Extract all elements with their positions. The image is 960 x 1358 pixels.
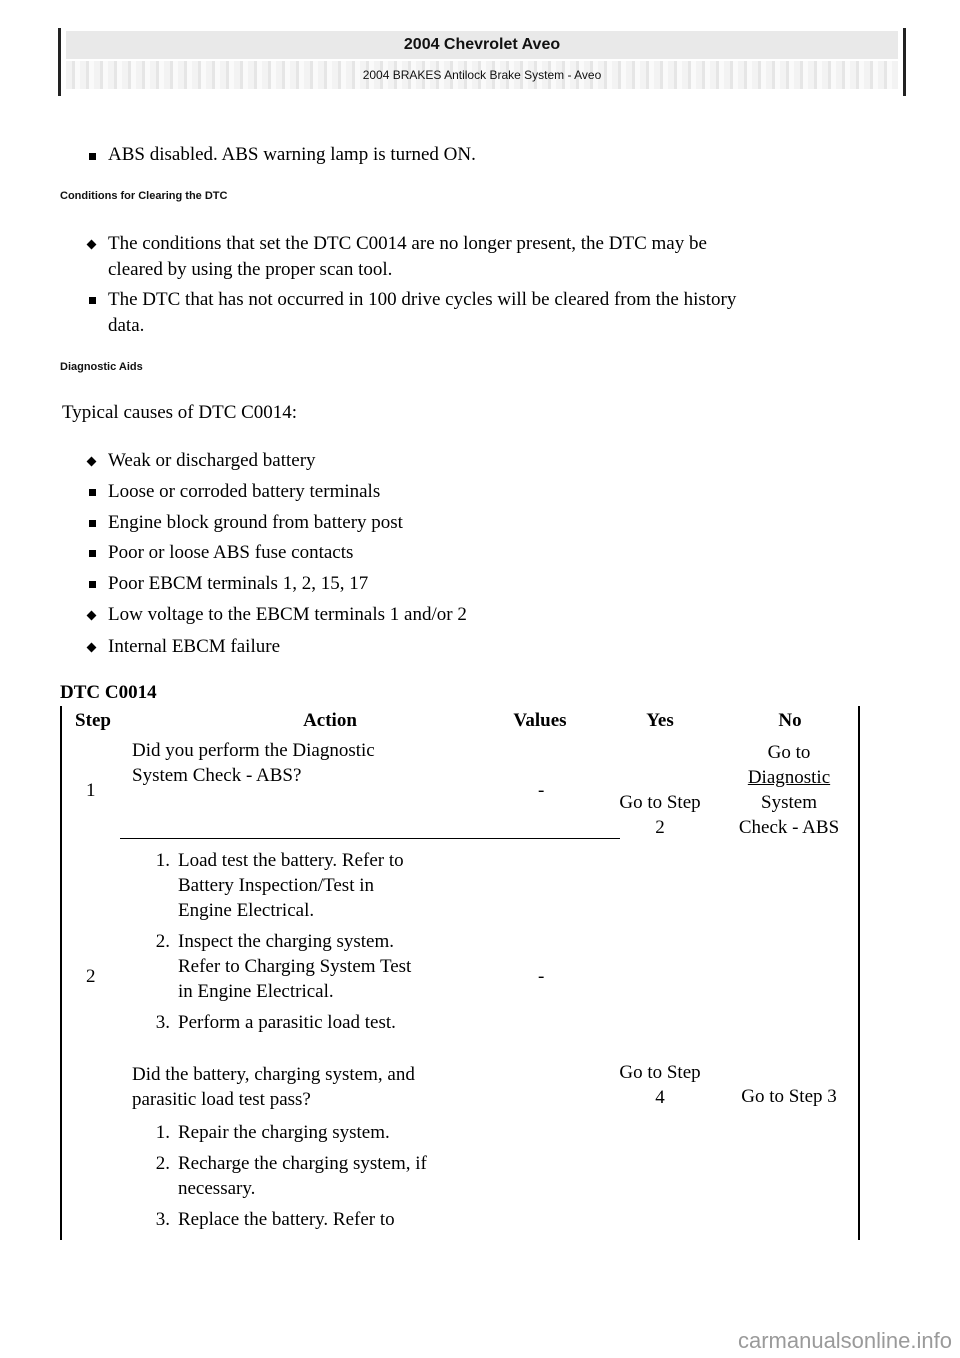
list-number: 2. [155, 931, 170, 952]
step-number: 1 [86, 780, 96, 801]
section-heading-clearing: Conditions for Clearing the DTC [60, 190, 228, 202]
step2-item-2-line1: Inspect the charging system. [178, 931, 394, 952]
step3-item-2-line1: Recharge the charging system, if [178, 1153, 427, 1174]
step2-item-2 [146, 929, 486, 1004]
step1-yes-line2: 2 [655, 817, 665, 838]
cause-item: Poor or loose ABS fuse contacts [108, 542, 354, 563]
list-number: 3. [155, 1209, 170, 1230]
bullet-diamond [87, 611, 97, 621]
clearing-item-2-line1: The DTC that has not occurred in 100 drive cycles will be cleared from the history [108, 289, 737, 310]
document-title: 2004 Chevrolet Aveo [66, 31, 898, 59]
section-heading-aids: Diagnostic Aids [60, 361, 143, 373]
step1-action-line1: Did you perform the Diagnostic [132, 740, 375, 761]
clearing-item-2 [108, 287, 736, 339]
step1-action-line2: System Check - ABS? [132, 765, 302, 786]
cause-item: Internal EBCM failure [108, 636, 281, 657]
row-divider [120, 838, 620, 839]
cause-item: Loose or corroded battery terminals [108, 481, 381, 502]
bullet-square [89, 489, 96, 496]
step2-yes-line2: 4 [655, 1087, 665, 1108]
table-border-left [60, 706, 62, 1240]
step2-item-3-line1: Perform a parasitic load test. [178, 1012, 396, 1033]
list-number: 2. [155, 1153, 170, 1174]
step2-item-3 [146, 1010, 486, 1035]
diagnostic-system-check-link[interactable]: Diagnostic [747, 767, 831, 788]
step2-question [132, 1062, 415, 1112]
header-banner [58, 28, 906, 96]
step2-item-2-line3: in Engine Electrical. [178, 981, 334, 1002]
step1-no-line1: Go to [767, 742, 811, 763]
clearing-item-1-line2: cleared by using the proper scan tool. [108, 259, 393, 280]
step1-values: - [538, 780, 545, 801]
step3-item-3-line1: Replace the battery. Refer to [178, 1209, 395, 1230]
document-subtitle: 2004 BRAKES Antilock Brake System - Aveo [66, 61, 898, 89]
cause-item: Low voltage to the EBCM terminals 1 and/or 2 [108, 604, 467, 625]
step2-question-line1: Did the battery, charging system, and [132, 1064, 415, 1085]
step2-item-1-line2: Battery Inspection/Test in [178, 875, 375, 896]
step3-item-2 [146, 1151, 486, 1201]
step2-item-1-line3: Engine Electrical. [178, 900, 315, 921]
bullet-diamond [87, 240, 97, 250]
step1-no [722, 740, 856, 840]
cause-item: Engine block ground from battery post [108, 512, 403, 533]
step1-yes [604, 790, 716, 840]
bullet-square [89, 297, 96, 304]
step2-yes [604, 1060, 716, 1110]
bullet-square [89, 153, 96, 160]
step2-values: - [538, 966, 545, 987]
cause-item: Weak or discharged battery [108, 450, 316, 471]
step2-no: Go to Step 3 [741, 1086, 837, 1107]
step3-item-1 [146, 1120, 486, 1145]
bullet-square [89, 550, 96, 557]
aids-intro: Typical causes of DTC C0014: [62, 402, 298, 423]
clearing-item-1 [108, 231, 707, 283]
list-number: 1. [155, 1122, 170, 1143]
watermark: carmanualsonline.info [737, 1328, 952, 1353]
intro-bullet: ABS disabled. ABS warning lamp is turned ON. [108, 144, 476, 165]
bullet-square [89, 520, 96, 527]
step1-no-line4: Check - ABS [738, 817, 840, 838]
step3-item-3 [146, 1207, 486, 1232]
header-values: Values [513, 710, 567, 731]
step1-action [132, 738, 375, 788]
step-number: 2 [86, 966, 96, 987]
step2-action-list [146, 848, 486, 1035]
step2-item-1-line1: Load test the battery. Refer to [178, 850, 404, 871]
bullet-diamond [87, 643, 97, 653]
bullet-square [89, 581, 96, 588]
table-border-right [858, 706, 860, 1240]
step3-item-1-line1: Repair the charging system. [178, 1122, 390, 1143]
clearing-item-1-line1: The conditions that set the DTC C0014 are no longer present, the DTC may be [108, 233, 707, 254]
header-no: No [778, 710, 802, 731]
bullet-diamond [87, 457, 97, 467]
header-action: Action [303, 710, 357, 731]
clearing-item-2-line2: data. [108, 315, 145, 336]
list-number: 1. [155, 850, 170, 871]
header-yes: Yes [646, 710, 674, 731]
list-number: 3. [155, 1012, 170, 1033]
step2-item-1 [146, 848, 486, 923]
step1-yes-line1: Go to Step [619, 792, 701, 813]
dtc-table-title: DTC C0014 [60, 682, 157, 703]
step3-item-2-line2: necessary. [178, 1178, 256, 1199]
dtc-table [60, 706, 860, 1240]
step1-no-line3: System [761, 792, 817, 813]
step2-yes-line1: Go to Step [619, 1062, 701, 1083]
step2-question-line2: parasitic load test pass? [132, 1089, 311, 1110]
header-step: Step [75, 710, 111, 731]
step2-item-2-line2: Refer to Charging System Test [178, 956, 412, 977]
cause-item: Poor EBCM terminals 1, 2, 15, 17 [108, 573, 369, 594]
step3-action-list [146, 1120, 486, 1232]
